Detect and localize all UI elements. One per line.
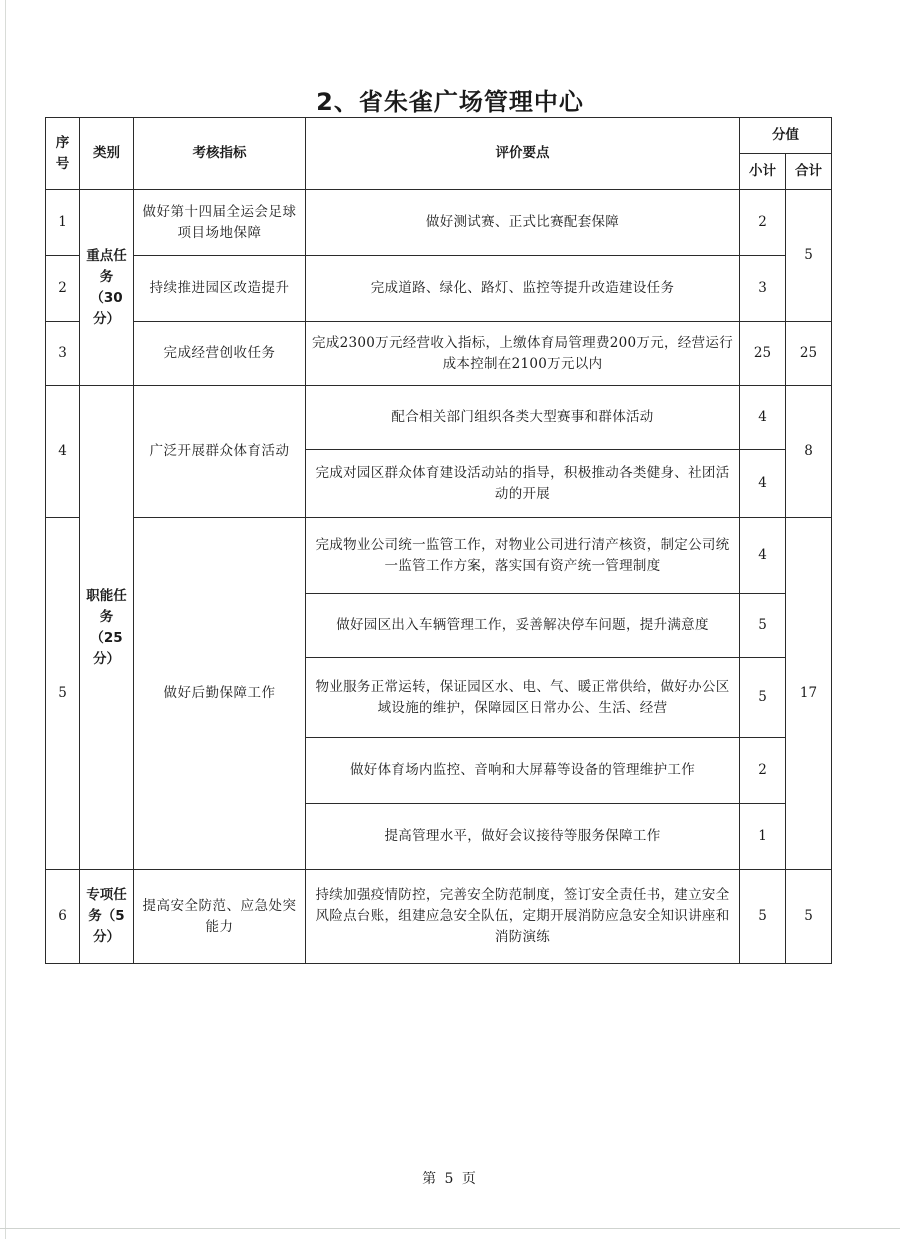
assessment-table xyxy=(45,117,832,964)
table-row xyxy=(46,870,832,964)
requirement-cell: 做好园区出入车辆管理工作，妥善解决停车问题，提升满意度 xyxy=(306,594,740,658)
subtotal-cell: 1 xyxy=(740,804,786,870)
seq-cell: 3 xyxy=(46,322,80,386)
total-cell: 8 xyxy=(786,386,832,518)
subtotal-cell: 2 xyxy=(740,738,786,804)
indicator-cell: 做好第十四届全运会足球项目场地保障 xyxy=(134,190,306,256)
seq-cell: 5 xyxy=(46,518,80,870)
header-seq: 序号 xyxy=(46,118,80,190)
table-row xyxy=(46,322,832,386)
header-indicator: 考核指标 xyxy=(134,118,306,190)
requirement-cell: 配合相关部门组织各类大型赛事和群体活动 xyxy=(306,386,740,450)
subtotal-cell: 5 xyxy=(740,594,786,658)
total-cell: 17 xyxy=(786,518,832,870)
subtotal-cell: 4 xyxy=(740,518,786,594)
subtotal-cell: 4 xyxy=(740,450,786,518)
header-row-1 xyxy=(46,118,832,154)
page-title: 2、省朱雀广场管理中心 xyxy=(316,88,584,116)
scan-edge-bottom xyxy=(0,1228,900,1229)
table-row xyxy=(46,190,832,256)
header-requirements: 评价要点 xyxy=(306,118,740,190)
subtotal-cell: 2 xyxy=(740,190,786,256)
indicator-cell: 做好后勤保障工作 xyxy=(134,518,306,870)
requirement-cell: 完成2300万元经营收入指标，上缴体育局管理费200万元，经营运行成本控制在2100万元以内 xyxy=(306,322,740,386)
requirement-cell: 完成对园区群众体育建设活动站的指导，积极推动各类健身、社团活动的开展 xyxy=(306,450,740,518)
indicator-cell: 广泛开展群众体育活动 xyxy=(134,386,306,518)
indicator-cell: 提高安全防范、应急处突能力 xyxy=(134,870,306,964)
requirement-cell: 持续加强疫情防控，完善安全防范制度，签订安全责任书，建立安全风险点台账，组建应急安全队伍，定期开展消防应急安全知识讲座和消防演练 xyxy=(306,870,740,964)
seq-cell: 1 xyxy=(46,190,80,256)
indicator-cell: 完成经营创收任务 xyxy=(134,322,306,386)
requirement-cell: 提高管理水平，做好会议接待等服务保障工作 xyxy=(306,804,740,870)
subtotal-cell: 5 xyxy=(740,870,786,964)
subtotal-cell: 4 xyxy=(740,386,786,450)
scan-edge-left xyxy=(5,0,6,1239)
header-total: 合计 xyxy=(786,154,832,190)
table-row xyxy=(46,256,832,322)
category-cell: 重点任务（30分） xyxy=(80,190,134,386)
seq-cell: 6 xyxy=(46,870,80,964)
seq-cell: 4 xyxy=(46,386,80,518)
category-cell: 专项任务（5分） xyxy=(80,870,134,964)
subtotal-cell: 25 xyxy=(740,322,786,386)
subtotal-cell: 5 xyxy=(740,658,786,738)
requirement-cell: 完成道路、绿化、路灯、监控等提升改造建设任务 xyxy=(306,256,740,322)
page-number: 第 5 页 xyxy=(422,1171,478,1187)
seq-cell: 2 xyxy=(46,256,80,322)
header-category: 类别 xyxy=(80,118,134,190)
total-cell: 5 xyxy=(786,870,832,964)
table-row xyxy=(46,386,832,450)
subtotal-cell: 3 xyxy=(740,256,786,322)
requirement-cell: 做好测试赛、正式比赛配套保障 xyxy=(306,190,740,256)
header-subtotal: 小计 xyxy=(740,154,786,190)
requirement-cell: 物业服务正常运转，保证园区水、电、气、暖正常供给，做好办公区域设施的维护，保障园区日常办公、生活、经营 xyxy=(306,658,740,738)
total-cell: 25 xyxy=(786,322,832,386)
table-row xyxy=(46,518,832,594)
header-score: 分值 xyxy=(740,118,832,154)
indicator-cell: 持续推进园区改造提升 xyxy=(134,256,306,322)
requirement-cell: 完成物业公司统一监管工作，对物业公司进行清产核资，制定公司统一监管工作方案，落实国有资产统一管理制度 xyxy=(306,518,740,594)
requirement-cell: 做好体育场内监控、音响和大屏幕等设备的管理维护工作 xyxy=(306,738,740,804)
total-cell: 5 xyxy=(786,190,832,322)
category-cell: 职能任务（25分） xyxy=(80,386,134,870)
